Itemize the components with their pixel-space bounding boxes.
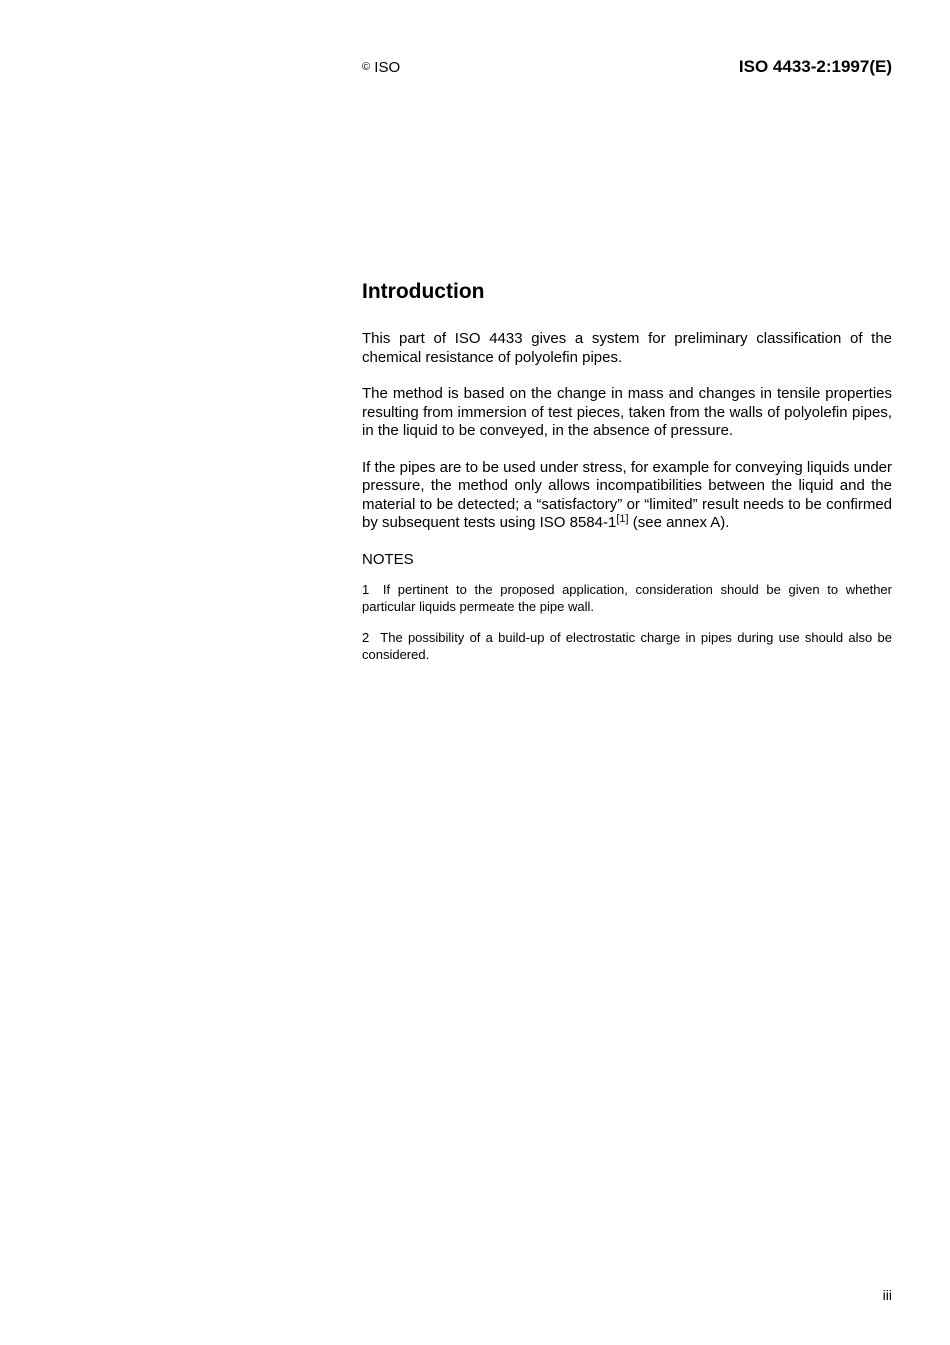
paragraph-method: The method is based on the change in mass and changes in tensile properties resulting from immersion of test pieces, taken from the walls of polyolefin pipes, in the liquid to be conveyed, in the absence of pressure. bbox=[362, 385, 892, 439]
copyright-symbol: © bbox=[362, 61, 371, 73]
introduction-section bbox=[362, 279, 892, 677]
paragraph-scope: This part of ISO 4433 gives a system for preliminary classification of the chemical resistance of polyolefin pipes. bbox=[362, 330, 892, 366]
copyright-notice bbox=[362, 59, 400, 76]
paragraph-stress-text: If the pipes are to be used under stress, for example for conveying liquids under pressure, the method only allows incompatibilities between the liquid and the material to be detected; a “satisfactory” or “limited” result needs to be confirmed by subsequent tests using ISO 8584-1 bbox=[362, 458, 892, 531]
note-item bbox=[362, 581, 892, 615]
note-text: If pertinent to the proposed application, consideration should be given to whether particular liquids permeate the pipe wall. bbox=[362, 582, 892, 614]
note-item bbox=[362, 629, 892, 663]
note-number: 2 bbox=[362, 630, 370, 645]
copyright-org: ISO bbox=[374, 59, 401, 76]
notes-heading: NOTES bbox=[362, 550, 414, 568]
paragraph-stress bbox=[362, 459, 892, 533]
standard-id: ISO 4433-2:1997(E) bbox=[738, 57, 892, 76]
page-number: iii bbox=[882, 1287, 892, 1303]
section-title: Introduction bbox=[362, 280, 485, 303]
reference-link[interactable]: [1] bbox=[616, 513, 629, 525]
note-text: The possibility of a build-up of electrostatic charge in pipes during use should also be considered. bbox=[362, 630, 892, 662]
paragraph-stress-tail: (see annex A). bbox=[628, 514, 730, 531]
note-number: 1 bbox=[362, 582, 370, 597]
